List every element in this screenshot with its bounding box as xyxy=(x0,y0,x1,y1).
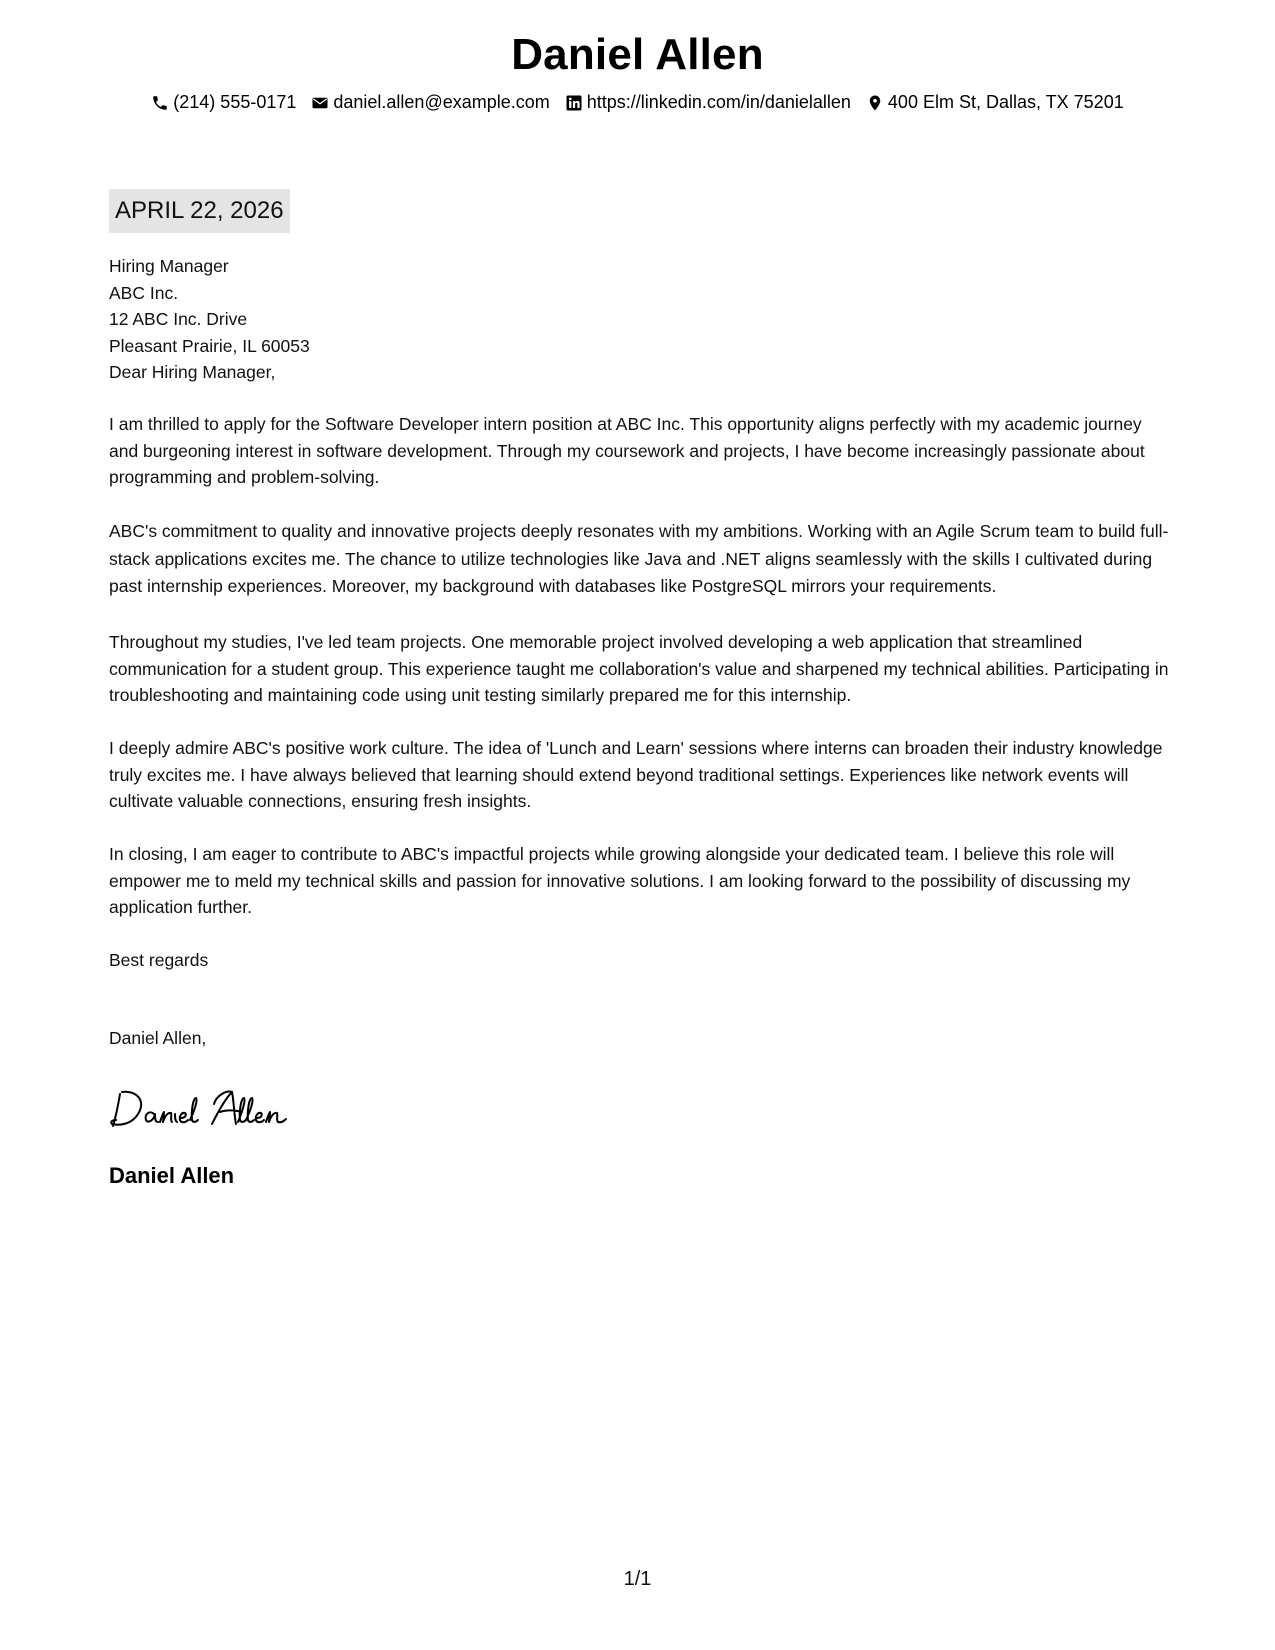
paragraph-4: I deeply admire ABC's positive work culture. The idea of 'Lunch and Learn' sessions where interns can broaden their industry knowledge truly excites me. I have always believed that learning should extend beyond traditional settings. Experiences like network events will cultivate valuable connections, ensuring fresh insights. xyxy=(109,738,1163,811)
paragraph-2: ABC's commitment to quality and innovative projects deeply resonates with my ambitions. Working with an Agile Scrum team to build full-stack applications excites me. The chance to utilize technologies like Java and .NET aligns seamlessly with the skills I cultivated during past internship experiences. Moreover, my background with databases like PostgreSQL mirrors your requirements. xyxy=(109,521,1169,596)
linkedin-text: https://linkedin.com/in/danielallen xyxy=(586,92,851,112)
paragraph-5: In closing, I am eager to contribute to ABC's impactful projects while growing alongside your dedicated team. I believe this role will empower me to meld my technical skills and passion for innovative solutions. I am looking forward to the possibility of discussing my application further. xyxy=(109,844,1131,917)
contact-address xyxy=(866,92,1124,113)
closing: Best regards xyxy=(109,950,209,970)
email-text: daniel.allen@example.com xyxy=(333,92,550,112)
contact-info xyxy=(0,92,1275,113)
recipient-street: 12 ABC Inc. Drive xyxy=(109,309,248,329)
page-number: 1/1 xyxy=(623,1568,652,1590)
salutation: Dear Hiring Manager, xyxy=(109,362,276,382)
phone-text: (214) 555-0171 xyxy=(173,92,297,112)
recipient-city: Pleasant Prairie, IL 60053 xyxy=(109,335,310,356)
signature-image xyxy=(108,1082,318,1132)
applicant-name: Daniel Allen xyxy=(511,30,764,79)
paragraph-3: Throughout my studies, I've led team projects. One memorable project involved developing a web application that streamlined communication for a student group. This experience taught me collaboration's value and sharpened my technical abilities. Participating in troubleshooting and maintaining code using unit testing similarly prepared me for this internship. xyxy=(109,632,1169,705)
envelope-icon xyxy=(311,94,329,112)
recipient-title: Hiring Manager xyxy=(109,256,229,276)
signed-name: Daniel Allen xyxy=(109,1163,235,1188)
linkedin-icon xyxy=(565,94,583,112)
recipient-company: ABC Inc. xyxy=(109,282,179,303)
recipient-block xyxy=(109,253,1169,386)
contact-linkedin xyxy=(565,92,851,113)
paragraph-1: I am thrilled to apply for the Software Developer intern position at ABC Inc. This opportunity aligns perfectly with my academic journey and burgeoning interest in software development. Through my coursework and projects, I have become increasingly passionate about programming and problem-solving. xyxy=(109,414,1145,487)
phone-icon xyxy=(151,94,169,112)
sender-name: Daniel Allen, xyxy=(109,1028,207,1048)
address-text: 400 Elm St, Dallas, TX 75201 xyxy=(887,92,1124,112)
contact-phone xyxy=(151,92,296,113)
contact-email xyxy=(311,92,549,113)
map-pin-icon xyxy=(866,94,884,112)
letter-date: APRIL 22, 2026 xyxy=(109,189,290,233)
